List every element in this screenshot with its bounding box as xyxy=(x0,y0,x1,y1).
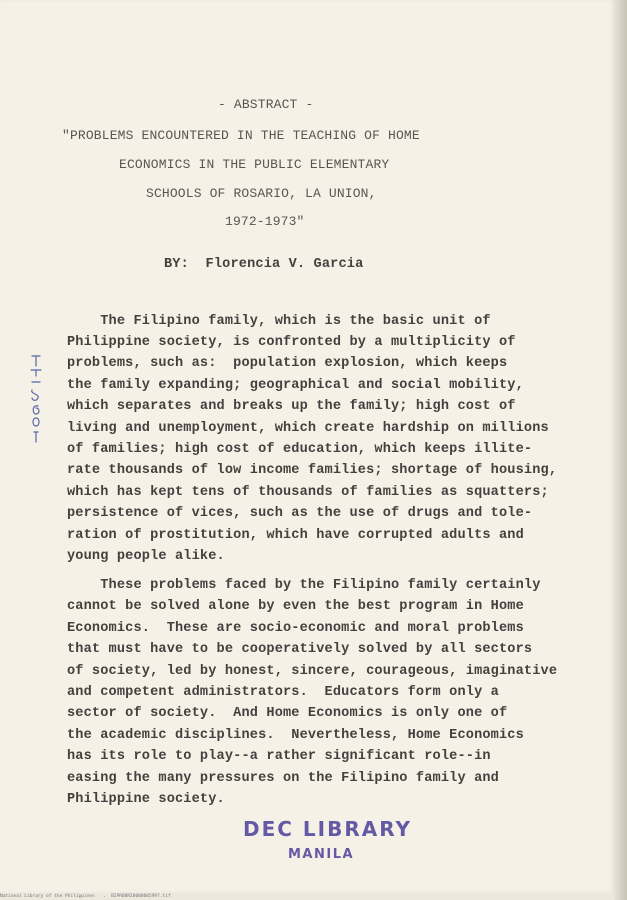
paragraph-line: Philippine society. xyxy=(67,792,225,807)
paragraph-line: which separates and breaks up the family; high cost of xyxy=(67,399,516,414)
library-stamp-title: DEC LIBRARY xyxy=(243,817,413,841)
title-line-4: 1972-1973" xyxy=(225,214,305,229)
paragraph-line: problems, such as: population explosion, which keeps xyxy=(67,356,508,371)
paragraph-line: persistence of vices, such as the use of drugs and tole- xyxy=(67,506,533,521)
scan-footer: National Library of the Philippines . BIPR0BRI0000005997.tif xyxy=(0,893,614,900)
paragraph-line: easing the many pressures on the Filipino family and xyxy=(67,771,499,786)
title-line-3: SCHOOLS OF ROSARIO, LA UNION, xyxy=(146,186,377,201)
paragraph-line: The Filipino family, which is the basic unit of xyxy=(67,314,491,329)
paragraph-line: young people alike. xyxy=(67,549,225,564)
paragraph-line: the family expanding; geographical and social mobility, xyxy=(67,378,524,393)
paragraph-line: and competent administrators. Educators form only a xyxy=(67,685,499,700)
paragraph-line: Philippine society, is confronted by a multiplicity of xyxy=(67,335,516,350)
title-line-1: "PROBLEMS ENCOUNTERED IN THE TEACHING OF HOME xyxy=(62,128,420,143)
paragraph-line: that must have to be cooperatively solved by all sectors xyxy=(67,642,533,657)
paragraph-line: These problems faced by the Filipino family certainly xyxy=(67,578,541,593)
paragraph-line: of families; high cost of education, which keeps illite- xyxy=(67,442,533,457)
paragraph-line: rate thousands of low income families; shortage of housing, xyxy=(67,463,558,478)
paragraph-line: has its role to play--a rather significant role--in xyxy=(67,749,491,764)
paragraph-line: which has kept tens of thousands of families as squatters; xyxy=(67,485,549,500)
paragraph-line: cannot be solved alone by even the best program in Home xyxy=(67,599,524,614)
abstract-heading: - ABSTRACT - xyxy=(218,97,314,112)
paragraph-line: of society, led by honest, sincere, courageous, imaginative xyxy=(67,664,558,679)
handwritten-call-number xyxy=(26,352,46,444)
author-byline: BY: Florencia V. Garcia xyxy=(164,257,364,272)
page-edge xyxy=(614,0,627,900)
paragraph-line: the academic disciplines. Nevertheless, Home Economics xyxy=(67,728,524,743)
paragraph-line: Economics. These are socio-economic and moral problems xyxy=(67,621,524,636)
title-line-2: ECONOMICS IN THE PUBLIC ELEMENTARY xyxy=(119,157,390,172)
library-stamp-location: MANILA xyxy=(288,847,355,862)
paragraph-line: living and unemployment, which create hardship on millions xyxy=(67,421,549,436)
paragraph-line: ration of prostitution, which have corrupted adults and xyxy=(67,528,524,543)
paragraph-line: sector of society. And Home Economics is only one of xyxy=(67,706,508,721)
